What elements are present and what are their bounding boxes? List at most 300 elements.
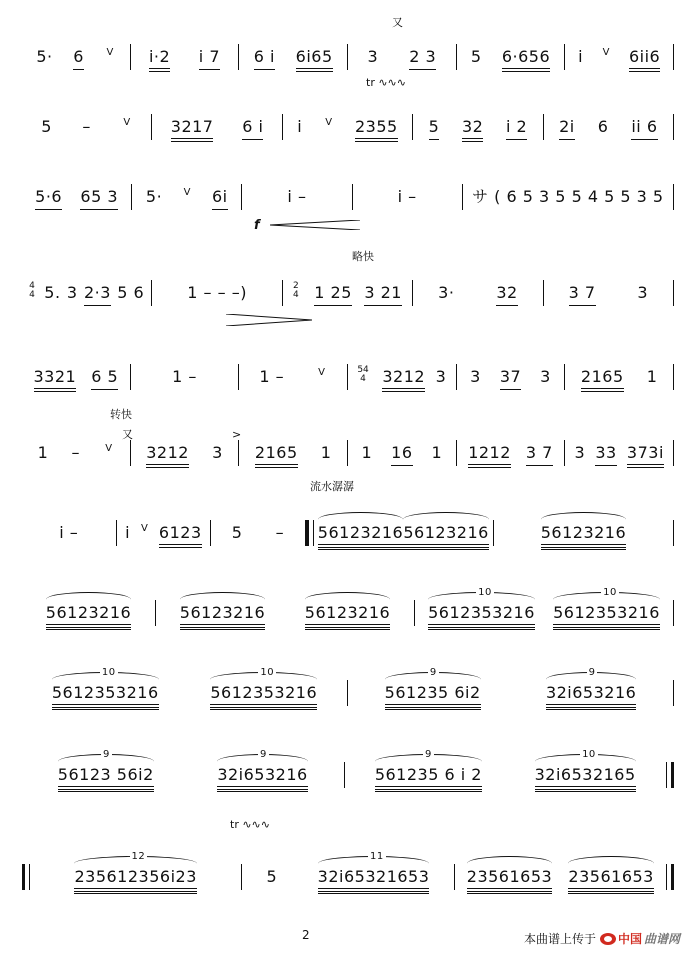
score-system-7 <box>22 502 674 562</box>
note-text: V <box>318 367 325 378</box>
note-group <box>409 48 436 72</box>
trill-mark-1: tr ∿∿∿ <box>366 76 406 89</box>
breath-mark <box>105 443 112 454</box>
logo-text-grey: 曲谱网 <box>643 932 680 946</box>
measure-row <box>22 276 674 308</box>
note-text: 56123216 <box>540 523 627 542</box>
note-text: 5 <box>470 47 482 66</box>
measure <box>242 180 351 212</box>
note-text: 56123216 <box>403 523 489 542</box>
score-system-2 <box>22 96 674 156</box>
note-group <box>159 524 202 548</box>
note-group <box>578 48 583 72</box>
note-text: 23561653 <box>568 867 654 886</box>
measure <box>348 667 673 708</box>
crescendo-hairpin <box>270 220 360 228</box>
note-text: 23561653 <box>466 867 553 886</box>
note-text: 32 <box>496 283 518 302</box>
slur-arc <box>467 856 552 871</box>
note-group <box>297 118 302 142</box>
measure <box>544 276 673 308</box>
note-group <box>305 604 390 628</box>
note-group <box>146 188 162 212</box>
note-text: V <box>183 187 191 198</box>
logo-icon <box>600 933 616 945</box>
note-text: 561235 6i2 <box>384 683 481 702</box>
note-group <box>553 587 660 628</box>
note-group <box>629 48 660 72</box>
barline <box>673 114 674 140</box>
note-group <box>254 48 275 72</box>
barline <box>673 364 674 390</box>
note-text: 6i65 <box>295 47 333 66</box>
time-signature-bottom: 4 <box>293 290 299 300</box>
note-text: 2355 <box>354 117 398 136</box>
repeat-end-barline <box>666 864 674 890</box>
note-text: 1 <box>37 443 49 462</box>
measure <box>565 360 673 392</box>
note-group <box>470 368 481 392</box>
note-group <box>212 444 223 468</box>
note-text: 1 <box>361 443 373 462</box>
note-text: 32i65321653 <box>317 867 430 886</box>
note-group <box>84 284 111 308</box>
note-text: V <box>602 47 610 58</box>
note-text: 32i6532165 <box>534 765 636 784</box>
measure <box>413 276 542 308</box>
note-group <box>210 667 318 708</box>
accent-mark: > <box>232 428 242 441</box>
note-text: 373i <box>626 443 664 462</box>
note-text: 6 <box>73 47 84 66</box>
note-group <box>647 368 658 392</box>
note-text: ii 6 <box>631 117 658 136</box>
measure <box>242 851 453 892</box>
note-text: 6i <box>211 187 228 206</box>
note-group <box>41 118 52 142</box>
measure <box>415 587 673 628</box>
note-group <box>91 368 118 392</box>
note-group <box>364 284 402 308</box>
note-group <box>287 188 306 212</box>
note-text: 56123216 <box>45 603 132 622</box>
barline <box>673 600 674 626</box>
measure <box>152 276 281 308</box>
score-system-3 <box>22 166 674 226</box>
note-group <box>368 48 379 72</box>
note-text: 65 3 <box>80 187 119 206</box>
breath-mark <box>603 47 610 58</box>
measure <box>22 360 130 392</box>
turn-mark-2: 又 <box>122 428 133 441</box>
measure-row <box>22 40 674 72</box>
note-group <box>314 284 352 308</box>
note-text: サ ( 6 5 3 5 5 4 5 5 3 5 <box>472 187 664 206</box>
note-text: 5· <box>145 187 163 206</box>
breath-mark <box>123 117 130 128</box>
measure <box>353 180 462 212</box>
note-group <box>631 118 657 142</box>
score-system-10 <box>22 744 674 804</box>
tempo-mark-3: 流水潺潺 <box>310 480 354 493</box>
note-text: 235612356i23 <box>74 867 197 886</box>
note-text: 3212 <box>382 367 426 386</box>
note-text: 6 <box>597 117 609 136</box>
breath-mark <box>325 117 332 128</box>
measure <box>132 180 241 212</box>
note-text: i – <box>397 187 417 206</box>
note-group <box>595 444 616 468</box>
note-group <box>35 188 62 212</box>
note-group <box>44 284 60 308</box>
measure-row <box>22 110 674 142</box>
note-group <box>468 444 511 468</box>
time-signature <box>357 366 368 392</box>
measure <box>565 436 673 468</box>
note-group <box>38 444 49 468</box>
measure <box>22 596 155 628</box>
note-group <box>568 868 653 892</box>
measure-row <box>22 436 674 468</box>
score-system-8 <box>22 582 674 642</box>
note-text: 3 <box>540 367 551 386</box>
note-text: 33 <box>595 443 617 462</box>
measure <box>22 516 116 548</box>
measure <box>22 436 130 468</box>
note-text: V <box>325 117 333 128</box>
note-text: 3 <box>637 283 649 302</box>
note-group <box>526 444 553 468</box>
note-text: i 2 <box>506 117 528 136</box>
note-group <box>581 368 624 392</box>
note-text: 6 i <box>242 117 264 136</box>
tuplet-number: 9 <box>258 746 269 764</box>
measure <box>30 851 241 892</box>
note-text: 2·3 <box>83 283 111 302</box>
note-text: 5· <box>36 47 53 66</box>
time-signature-top: 54 <box>357 365 369 375</box>
note-group <box>51 667 159 708</box>
note-text: 5 <box>231 523 243 542</box>
note-group <box>276 524 285 548</box>
measure <box>117 516 211 548</box>
note-text: 3 7 <box>568 283 596 302</box>
breath-mark <box>107 47 114 58</box>
note-text: 56123216 <box>304 603 391 622</box>
note-text: 5 <box>41 117 52 136</box>
note-group <box>382 368 425 392</box>
note-text: i <box>578 47 584 66</box>
measure-row <box>22 851 674 892</box>
measure <box>22 110 151 142</box>
measure <box>413 110 542 142</box>
footer-credit <box>524 930 680 947</box>
note-group <box>296 48 333 72</box>
score-system-5 <box>22 346 674 406</box>
note-group <box>67 284 78 308</box>
tuplet-number: 12 <box>130 848 148 866</box>
score-system-4 <box>22 262 674 322</box>
slur-arc <box>403 512 488 527</box>
page-number: 2 <box>302 928 310 942</box>
note-text: 6·656 <box>501 47 551 66</box>
measure <box>156 596 414 628</box>
note-text: 37 <box>499 367 522 386</box>
measure <box>283 110 412 142</box>
barline <box>673 440 674 466</box>
note-text: 32i653216 <box>217 765 308 784</box>
note-text: 3 <box>470 367 481 386</box>
tuplet-number: 9 <box>423 746 434 764</box>
note-group <box>384 667 481 708</box>
note-group <box>534 749 636 790</box>
tuplet-number: 9 <box>101 746 112 764</box>
note-text: 1 <box>320 443 332 462</box>
slur-arc <box>541 512 626 527</box>
measure <box>239 40 347 72</box>
note-text: 5 <box>428 117 440 136</box>
note-group <box>500 368 521 392</box>
footer-uploaded-text: 本曲谱上传于 <box>523 932 596 946</box>
time-signature-top: 4 <box>29 281 35 291</box>
measure <box>22 180 131 212</box>
note-group <box>212 188 228 212</box>
measure <box>22 749 344 790</box>
tuplet-number: 10 <box>601 584 619 602</box>
note-text: 1 25 <box>314 283 352 302</box>
barline <box>673 44 674 70</box>
note-group <box>471 48 482 72</box>
measure-row <box>22 749 674 790</box>
note-group <box>403 524 488 548</box>
note-text: i <box>125 523 131 542</box>
barline <box>673 680 674 706</box>
note-group <box>598 118 609 142</box>
time-signature <box>29 282 35 308</box>
repeat-end-barline <box>666 762 674 788</box>
note-text: 3321 <box>33 367 77 386</box>
repeat-start-barline <box>306 520 314 546</box>
note-text: i·2 <box>148 47 171 66</box>
measure <box>131 40 239 72</box>
note-text: 1 – – –) <box>187 283 247 302</box>
score-system-9 <box>22 662 674 722</box>
measure <box>131 360 239 392</box>
note-group <box>318 524 403 548</box>
note-text: 3 <box>212 443 223 462</box>
note-group <box>125 524 130 548</box>
barline <box>673 184 674 210</box>
note-text: 561235 6 i 2 <box>374 765 482 784</box>
measure <box>457 360 565 392</box>
note-text: 3 21 <box>364 283 402 302</box>
measure-row <box>22 667 674 708</box>
note-group <box>374 749 482 790</box>
note-text: 56123216 <box>317 523 404 542</box>
note-group <box>267 868 278 892</box>
note-group <box>462 118 483 142</box>
note-group <box>59 524 78 548</box>
note-text: 3 <box>574 443 586 462</box>
note-group <box>180 604 265 628</box>
measure <box>348 40 456 72</box>
note-text: – <box>82 117 91 136</box>
measure <box>22 40 130 72</box>
measure <box>544 110 673 142</box>
note-group <box>74 851 197 892</box>
measure <box>131 436 239 468</box>
forte-dynamic: f <box>254 218 260 233</box>
note-text: 3· <box>438 283 455 302</box>
time-signature-bottom: 4 <box>360 374 366 384</box>
note-group <box>436 368 447 392</box>
barline <box>673 280 674 306</box>
note-group <box>34 368 77 392</box>
note-group <box>171 118 214 142</box>
note-group <box>496 284 517 308</box>
note-group <box>199 48 220 72</box>
note-group <box>36 48 52 72</box>
breath-mark <box>141 523 148 534</box>
tuplet-number: 9 <box>587 664 598 682</box>
note-text: 1 <box>431 443 443 462</box>
note-group <box>559 118 575 142</box>
measure <box>314 516 493 548</box>
note-group <box>71 444 80 468</box>
measure <box>152 110 281 142</box>
note-text: 6 i <box>253 47 275 66</box>
measure <box>22 667 347 708</box>
note-text: i – <box>287 187 307 206</box>
logo-text-red: 中国 <box>617 932 642 946</box>
tuplet-number: 9 <box>428 664 439 682</box>
breath-mark <box>318 367 325 378</box>
note-text: 6ii6 <box>628 47 661 66</box>
note-group <box>428 587 535 628</box>
note-group <box>255 444 298 468</box>
note-text: 1 <box>646 367 658 386</box>
note-group <box>627 444 664 468</box>
note-group <box>149 48 170 72</box>
time-signature-bottom: 4 <box>29 290 35 300</box>
note-text: 3212 <box>146 443 189 462</box>
note-group <box>438 284 454 308</box>
note-text: 1212 <box>468 443 511 462</box>
measure-row <box>22 587 674 628</box>
note-group <box>545 667 637 708</box>
note-text: V <box>105 443 113 454</box>
note-group <box>541 524 626 548</box>
note-text: i 7 <box>198 47 221 66</box>
measure <box>22 276 151 308</box>
note-group <box>431 444 442 468</box>
measure <box>211 516 305 548</box>
slur-arc <box>46 592 131 607</box>
note-text: 5612353216 <box>553 603 660 622</box>
measure <box>283 276 412 308</box>
slur-arc <box>568 856 653 871</box>
measure <box>239 360 347 392</box>
note-group <box>637 284 648 308</box>
tuplet-number: 11 <box>368 848 386 866</box>
note-text: 5612353216 <box>51 683 159 702</box>
note-group <box>172 368 197 392</box>
repeat-start-barline <box>22 864 30 890</box>
note-text: 3 <box>66 283 78 302</box>
note-group <box>574 444 585 468</box>
score-system-11 <box>22 846 674 906</box>
measure <box>348 436 456 468</box>
note-text: – <box>275 523 285 542</box>
note-group <box>321 444 332 468</box>
note-text: V <box>123 117 131 128</box>
note-text: V <box>106 47 114 58</box>
note-text: 5612353216 <box>210 683 318 702</box>
note-group <box>569 284 596 308</box>
note-group <box>117 284 144 308</box>
measure <box>494 516 673 548</box>
note-text: V <box>141 523 148 534</box>
note-text: 3 <box>367 47 379 66</box>
note-text: 16 <box>391 443 413 462</box>
note-group <box>467 868 552 892</box>
note-text: 2 3 <box>409 47 437 66</box>
note-group <box>82 118 91 142</box>
note-text: 5612353216 <box>428 603 535 622</box>
note-group <box>398 188 417 212</box>
tempo-mark-1: 略快 <box>352 250 374 263</box>
note-text: 32 <box>461 117 484 136</box>
measure <box>463 180 673 212</box>
slur-arc <box>180 592 265 607</box>
decrescendo-hairpin <box>226 314 312 322</box>
note-text: i <box>297 117 303 136</box>
note-group <box>232 524 243 548</box>
note-text: 5. <box>44 283 61 302</box>
trill-mark-2: tr ∿∿∿ <box>230 818 270 831</box>
note-group <box>242 118 263 142</box>
note-group <box>391 444 412 468</box>
time-signature-top: 2 <box>293 281 299 291</box>
measure <box>455 860 666 892</box>
note-group <box>540 368 551 392</box>
tuplet-number: 10 <box>258 664 276 682</box>
note-text: 2165 <box>254 443 298 462</box>
time-signature <box>293 282 299 308</box>
note-group <box>355 118 398 142</box>
measure <box>457 436 565 468</box>
score-system-1 <box>22 26 674 86</box>
tuplet-number: 10 <box>580 746 598 764</box>
note-group <box>362 444 373 468</box>
note-text: 3217 <box>170 117 214 136</box>
measure-row <box>22 360 674 392</box>
note-group <box>73 48 84 72</box>
note-group <box>146 444 189 468</box>
note-text: 1 – <box>172 367 197 386</box>
note-text: 5 <box>266 867 278 886</box>
note-text: 2165 <box>580 367 624 386</box>
turn-mark-1: 又 <box>392 16 403 29</box>
site-logo[interactable] <box>600 930 680 947</box>
measure <box>457 40 565 72</box>
note-text: 2i <box>559 117 575 136</box>
slur-arc <box>318 512 403 527</box>
note-text: – <box>71 443 80 462</box>
note-group <box>429 118 440 142</box>
note-group <box>46 604 131 628</box>
tuplet-number: 10 <box>100 664 118 682</box>
